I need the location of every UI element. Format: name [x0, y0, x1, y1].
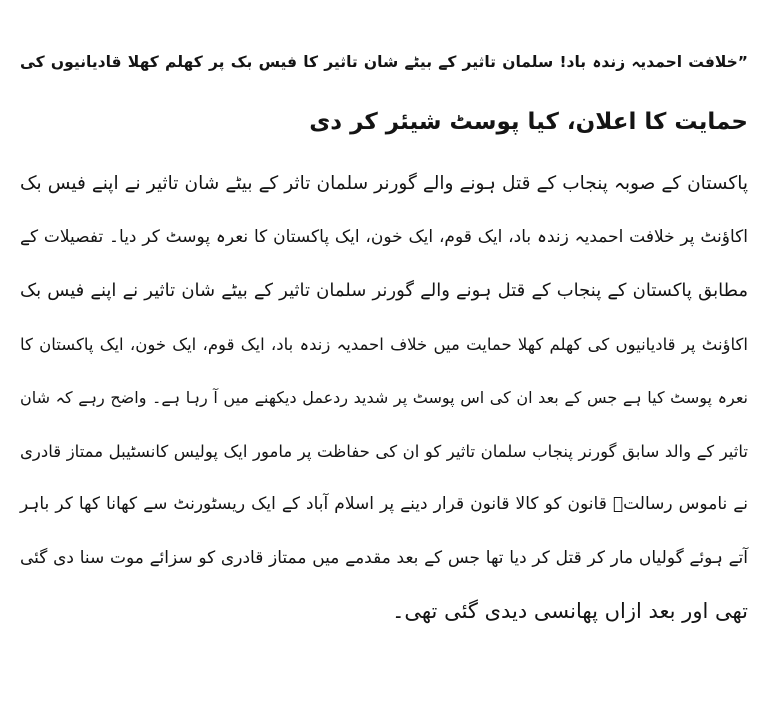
article-body — [20, 157, 748, 639]
body-line: نعرہ پوسٹ کیا ہے جس کے بعد ان کی اس پوسٹ پر شدید ردعمل دیکھنے میں آ رہا ہے۔ واضح رہے کہ شان — [20, 388, 749, 407]
headline-line: حمایت کا اعلان، کیا پوسٹ شیئر کر دی — [309, 109, 748, 135]
headline-line: ”خلافت احمدیہ زندہ باد! سلمان تاثیر کے بیٹے شان تاثیر کا فیس بک پر کھلم کھلا قادیانیوں کی — [20, 53, 748, 71]
body-line: تاثیر کے والد سابق گورنر پنجاب سلمان تاثیر کو ان کی حفاظت پر مامور ایک پولیس کانسٹیبل ممتاز قادری — [20, 441, 748, 461]
body-line: آتے ہوئے گولیاں مار کر قتل کر دیا تھا جس کے بعد مقدمے میں ممتاز قادری کو سزائے موت سنا دی گئی — [20, 547, 748, 568]
body-line: اکاؤنٹ پر قادیانیوں کی کھلم کھلا حمایت میں خلاف احمدیہ زندہ باد، ایک قوم، ایک خون، ایک پاکستان کا — [20, 334, 748, 354]
body-line: پاکستان کے صوبہ پنجاب کے قتل ہونے والے گورنر سلمان تاثر کے بیٹے شان تاثیر نے اپنے فیس بک — [20, 173, 748, 194]
body-line: اکاؤنٹ پر خلافت احمدیہ زندہ باد، ایک قوم، ایک خون، ایک پاکستان کا نعرہ پوسٹ کر دیا۔ تفصیلات کے — [20, 226, 748, 247]
body-line: مطابق پاکستان کے پنجاب کے قتل ہونے والے گورنر سلمان تاثیر کے بیٹے شان تاثیر نے اپنے فیس بک — [20, 280, 748, 301]
body-line: نے ناموس رسالتؐ قانون کو کالا قانون قرار دینے پر اسلام آباد کے ایک ریسٹورنٹ سے کھانا کھا کر باہر — [20, 494, 748, 514]
body-line: تھی اور بعد ازاں پھانسی دیدی گئی تھی۔ — [392, 599, 748, 623]
article-headline — [20, 32, 748, 152]
